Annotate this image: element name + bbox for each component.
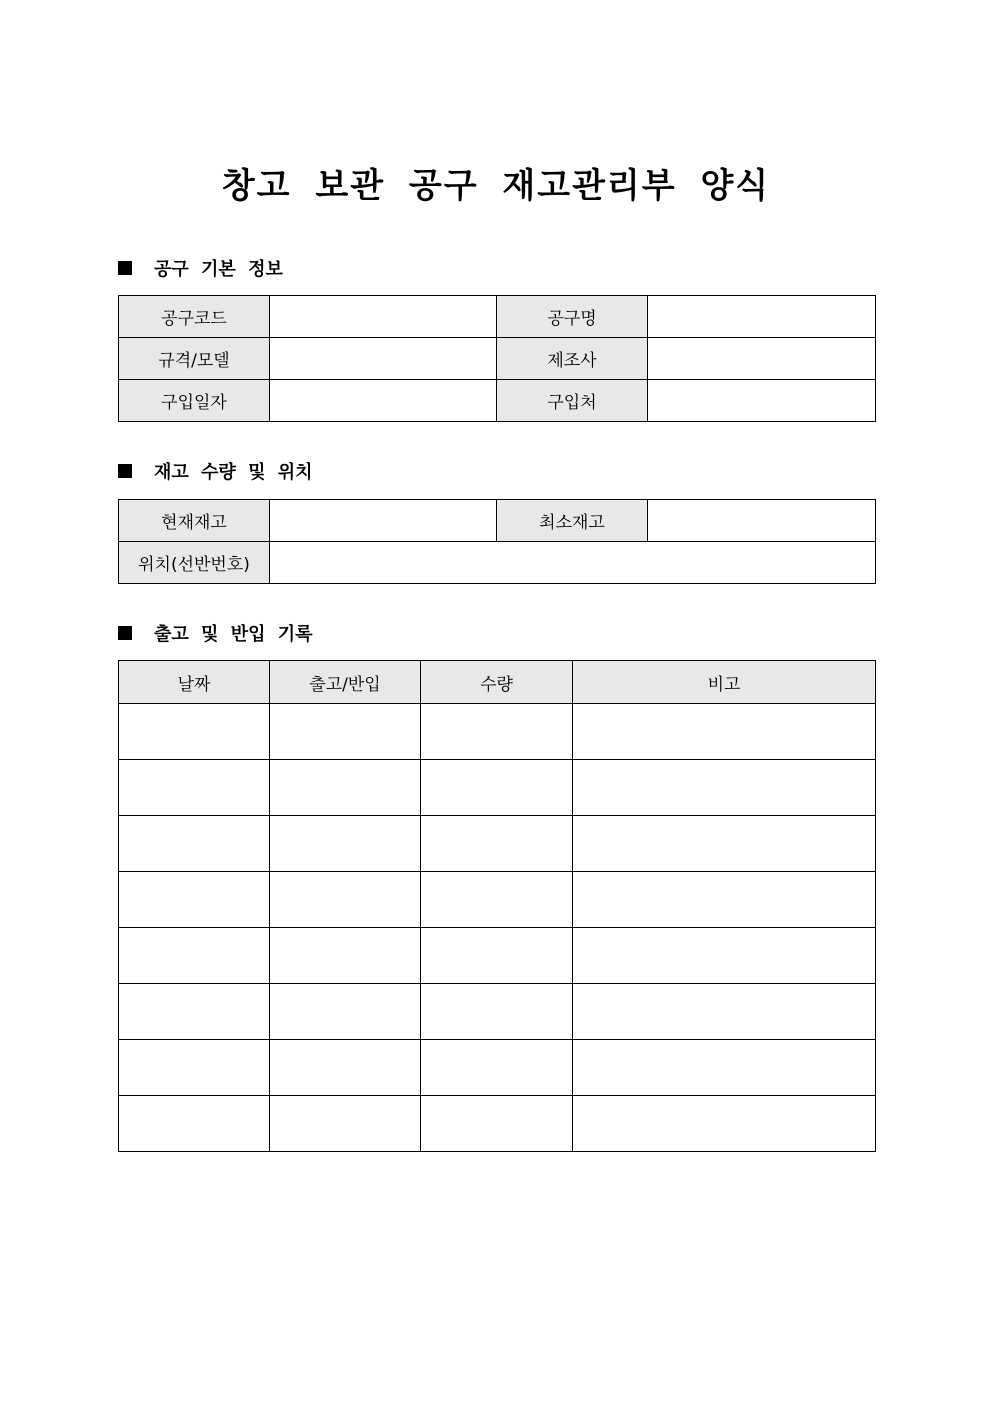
log-quantity-cell[interactable] [421, 928, 573, 984]
log-direction-cell[interactable] [270, 704, 421, 760]
log-remarks-cell[interactable] [573, 872, 876, 928]
min-stock-label: 최소재고 [497, 500, 648, 542]
basic-info-row [119, 296, 876, 338]
log-direction-cell[interactable] [270, 872, 421, 928]
manufacturer-label: 제조사 [497, 338, 648, 380]
tool-name-label: 공구명 [497, 296, 648, 338]
log-remarks-cell[interactable] [573, 704, 876, 760]
log-quantity-cell[interactable] [421, 760, 573, 816]
column-header-direction: 출고/반입 [270, 661, 421, 704]
column-header-quantity: 수량 [421, 661, 573, 704]
section-heading-stock-text: 재고 수량 및 위치 [154, 462, 313, 483]
vendor-label: 구입처 [497, 380, 648, 422]
log-row [119, 1040, 876, 1096]
log-date-cell[interactable] [119, 760, 270, 816]
section-heading-stock [118, 460, 313, 486]
log-row [119, 1096, 876, 1152]
section-heading-basic-info [118, 257, 283, 283]
section-heading-basic-info-text: 공구 기본 정보 [154, 259, 283, 280]
log-row [119, 816, 876, 872]
tool-name-field[interactable] [648, 296, 876, 338]
spec-model-field[interactable] [270, 338, 497, 380]
purchase-date-field[interactable] [270, 380, 497, 422]
location-field[interactable] [270, 542, 876, 584]
log-quantity-cell[interactable] [421, 704, 573, 760]
log-date-cell[interactable] [119, 872, 270, 928]
log-row [119, 928, 876, 984]
location-row [119, 542, 876, 584]
basic-info-row [119, 338, 876, 380]
log-header-row [119, 661, 876, 704]
manufacturer-field[interactable] [648, 338, 876, 380]
log-row [119, 984, 876, 1040]
log-row [119, 760, 876, 816]
log-direction-cell[interactable] [270, 760, 421, 816]
tool-code-field[interactable] [270, 296, 497, 338]
log-quantity-cell[interactable] [421, 1040, 573, 1096]
section-heading-log [118, 622, 313, 648]
square-bullet-icon [118, 261, 132, 275]
log-quantity-cell[interactable] [421, 1096, 573, 1152]
log-remarks-cell[interactable] [573, 1096, 876, 1152]
log-row [119, 704, 876, 760]
stock-row [119, 500, 876, 542]
log-quantity-cell[interactable] [421, 872, 573, 928]
current-stock-label: 현재재고 [119, 500, 270, 542]
current-stock-field[interactable] [270, 500, 497, 542]
section-heading-log-text: 출고 및 반입 기록 [154, 624, 313, 645]
log-direction-cell[interactable] [270, 984, 421, 1040]
square-bullet-icon [118, 626, 132, 640]
vendor-field[interactable] [648, 380, 876, 422]
basic-info-row [119, 380, 876, 422]
spec-model-label: 규격/모델 [119, 338, 270, 380]
log-row [119, 872, 876, 928]
log-date-cell[interactable] [119, 1040, 270, 1096]
log-date-cell[interactable] [119, 984, 270, 1040]
purchase-date-label: 구입일자 [119, 380, 270, 422]
basic-info-table [118, 295, 876, 422]
log-remarks-cell[interactable] [573, 816, 876, 872]
log-quantity-cell[interactable] [421, 816, 573, 872]
log-date-cell[interactable] [119, 704, 270, 760]
log-remarks-cell[interactable] [573, 984, 876, 1040]
log-date-cell[interactable] [119, 928, 270, 984]
log-remarks-cell[interactable] [573, 760, 876, 816]
column-header-date: 날짜 [119, 661, 270, 704]
log-direction-cell[interactable] [270, 928, 421, 984]
log-table [118, 660, 876, 1152]
page-title: 창고 보관 공구 재고관리부 양식 [221, 166, 771, 206]
square-bullet-icon [118, 464, 132, 478]
log-direction-cell[interactable] [270, 816, 421, 872]
min-stock-field[interactable] [648, 500, 876, 542]
tool-code-label: 공구코드 [119, 296, 270, 338]
column-header-remarks: 비고 [573, 661, 876, 704]
log-direction-cell[interactable] [270, 1040, 421, 1096]
log-direction-cell[interactable] [270, 1096, 421, 1152]
log-date-cell[interactable] [119, 1096, 270, 1152]
location-label: 위치(선반번호) [119, 542, 270, 584]
log-quantity-cell[interactable] [421, 984, 573, 1040]
log-remarks-cell[interactable] [573, 1040, 876, 1096]
log-remarks-cell[interactable] [573, 928, 876, 984]
stock-table [118, 499, 876, 584]
log-date-cell[interactable] [119, 816, 270, 872]
